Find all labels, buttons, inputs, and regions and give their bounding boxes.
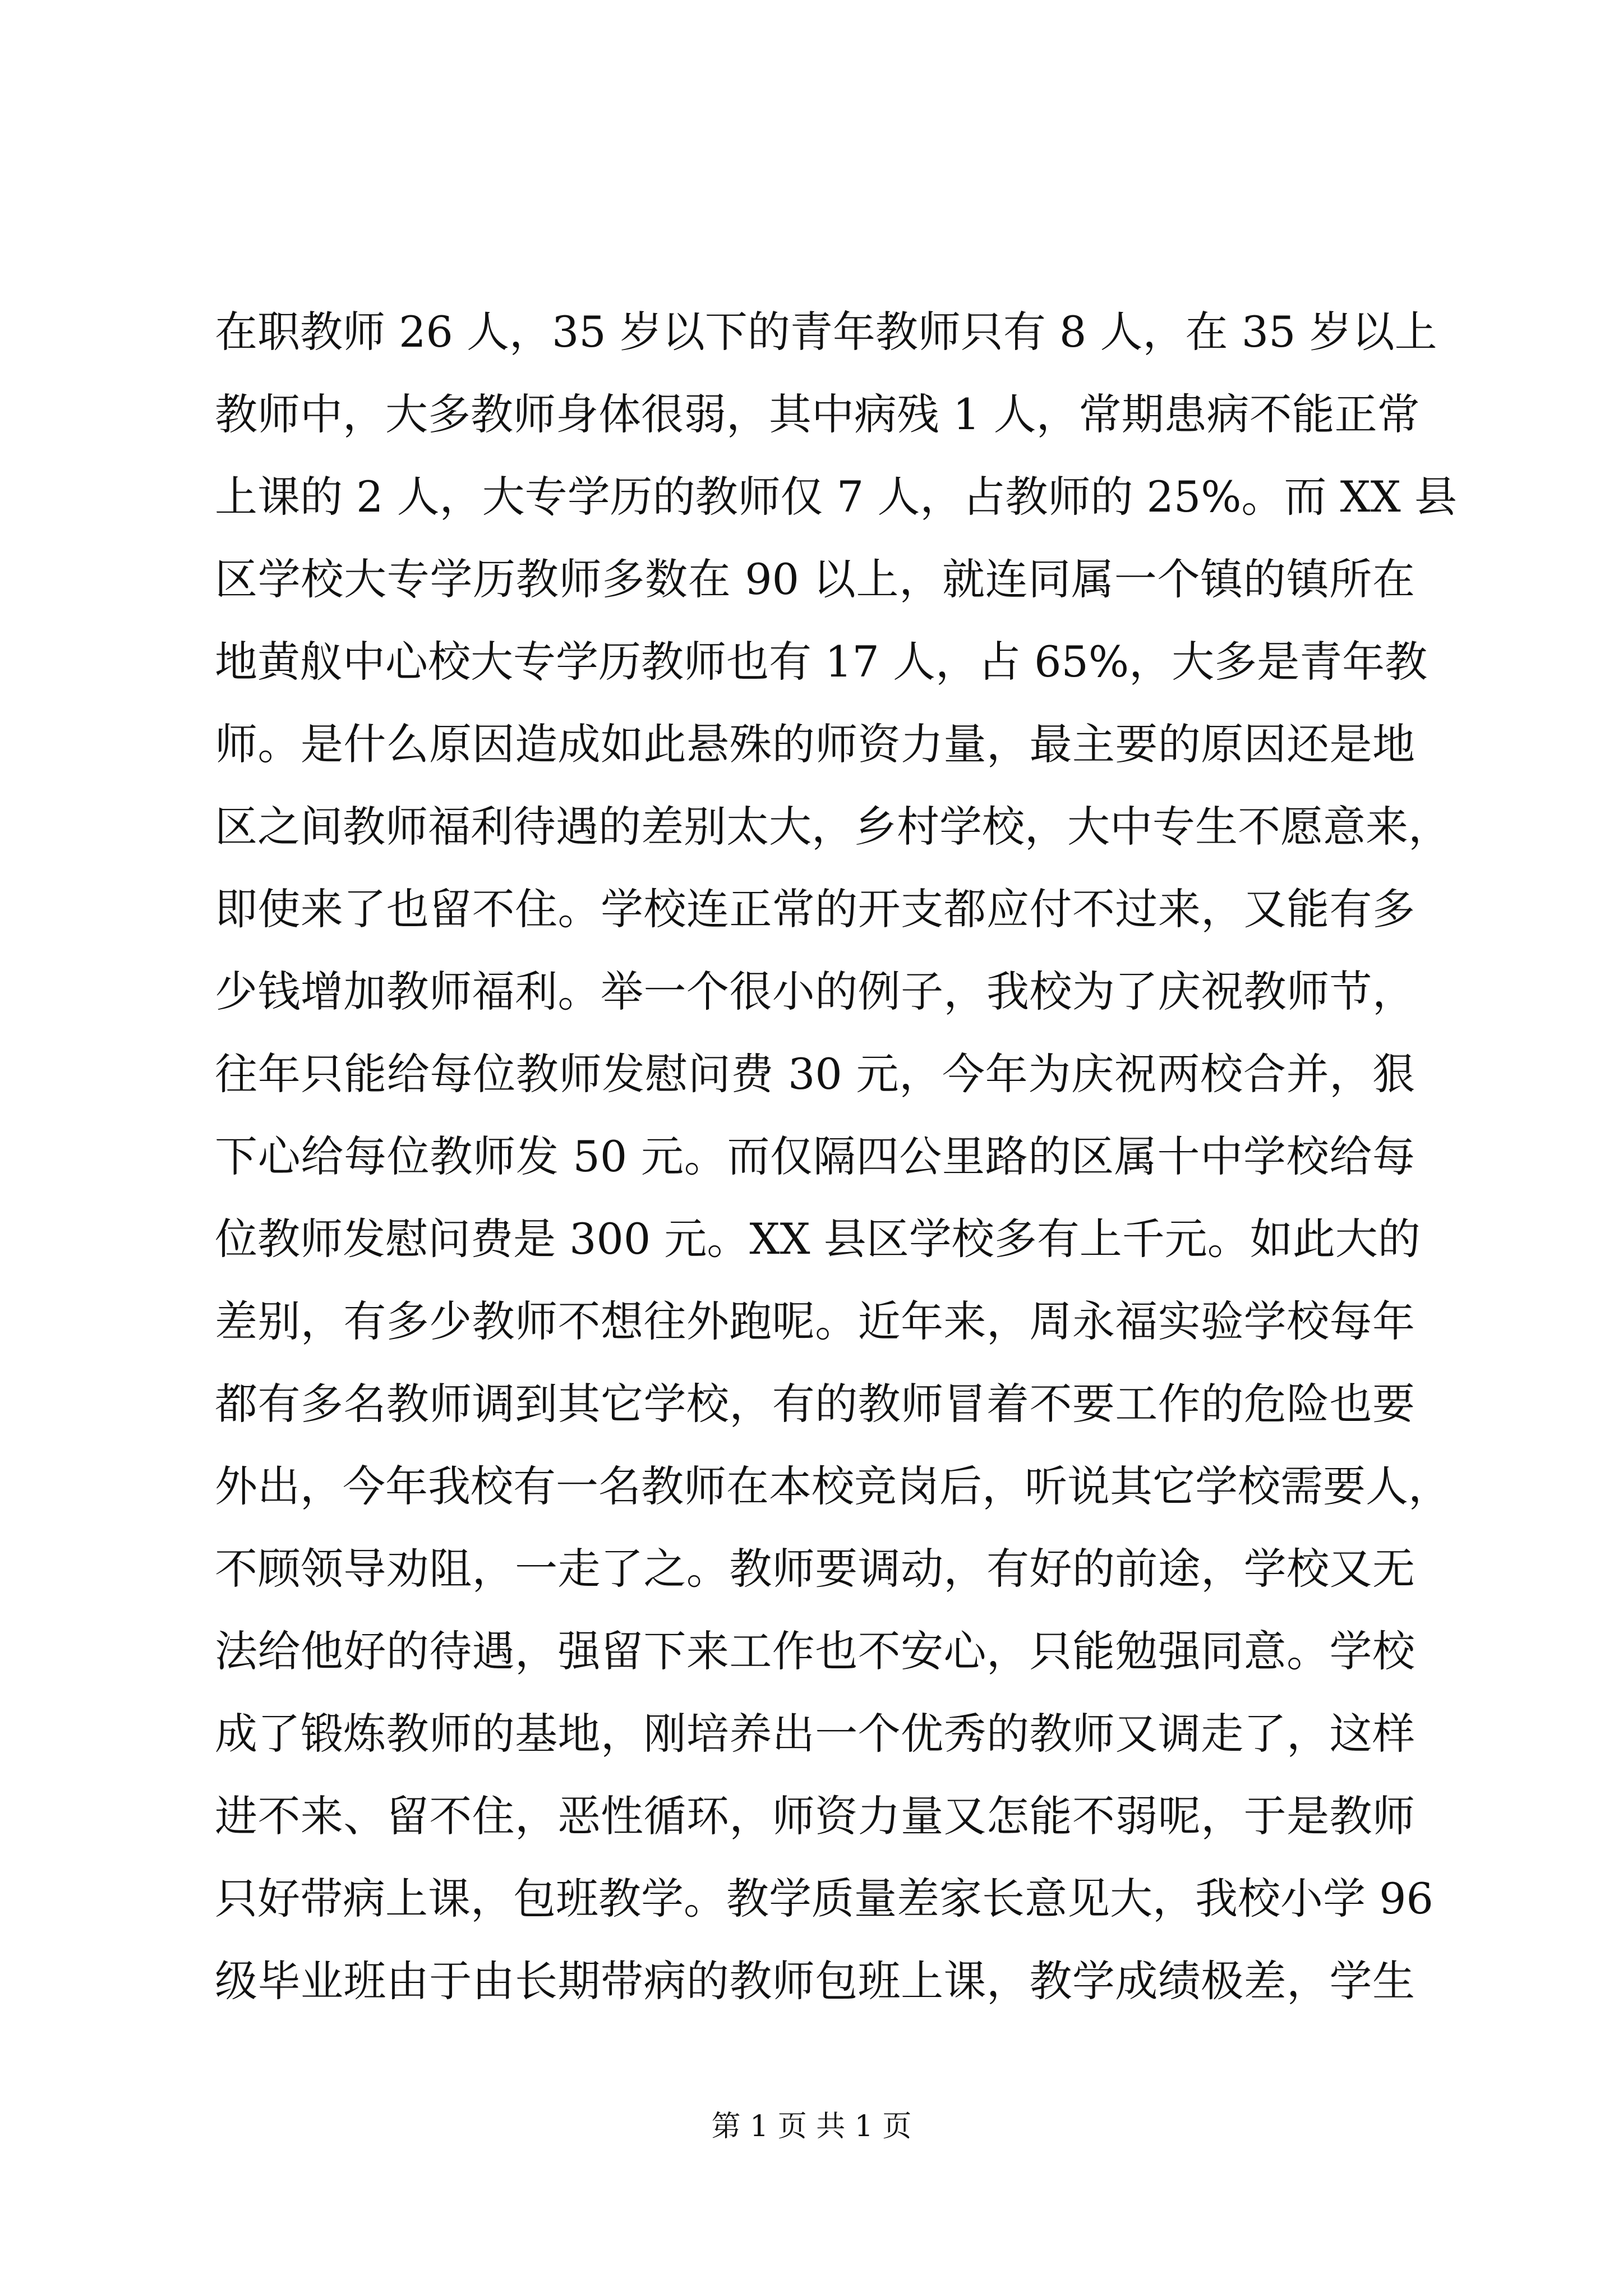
text-line-2: 教师中，大多教师身体很弱，其中病残 1 人，常期患病不能正常 — [215, 389, 1420, 439]
text-line-17: 法给他好的待遇，强留下来工作也不安心，只能勉强同意。学校 — [215, 1626, 1415, 1676]
text-line-21: 级毕业班由于由长期带病的教师包班上课，教学成绩极差，学生 — [215, 1956, 1415, 2006]
text-line-14: 都有多名教师调到其它学校，有的教师冒着不要工作的危险也要 — [215, 1379, 1415, 1429]
page-number-label: 第 1 页 共 1 页 — [711, 2110, 912, 2143]
text-line-4: 区学校大专学历教师多数在 90 以上，就连同属一个镇的镇所在 — [215, 554, 1415, 604]
text-line-11: 下心给每位教师发 50 元。而仅隔四公里路的区属十中学校给每 — [215, 1131, 1415, 1181]
body-text — [215, 291, 1457, 2022]
text-line-20: 只好带病上课，包班教学。教学质量差家长意见大，我校小学 96 — [215, 1874, 1433, 1924]
text-line-15: 外出，今年我校有一名教师在本校竞岗后，听说其它学校需要人， — [215, 1461, 1451, 1511]
text-line-19: 进不来、留不住，恶性循环，师资力量又怎能不弱呢，于是教师 — [215, 1791, 1415, 1841]
text-line-18: 成了锻炼教师的基地，刚培养出一个优秀的教师又调走了，这样 — [215, 1709, 1415, 1759]
text-line-1: 在职教师 26 人，35 岁以下的青年教师只有 8 人，在 35 岁以上 — [215, 307, 1437, 357]
text-line-12: 位教师发慰问费是 300 元。XX 县区学校多有上千元。如此大的 — [215, 1214, 1421, 1264]
text-line-5: 地黄舣中心校大专学历教师也有 17 人，占 65%，大多是青年教 — [215, 637, 1428, 687]
text-line-13: 差别，有多少教师不想往外跑呢。近年来，周永福实验学校每年 — [215, 1296, 1415, 1346]
text-line-7: 区之间教师福利待遇的差别太大，乡村学校，大中专生不愿意来， — [215, 802, 1451, 852]
text-line-16: 不顾领导劝阻，一走了之。教师要调动，有好的前途，学校又无 — [215, 1544, 1415, 1594]
text-line-10: 往年只能给每位教师发慰问费 30 元，今年为庆祝两校合并，狠 — [215, 1049, 1415, 1099]
page-footer — [0, 2107, 1623, 2146]
text-line-3: 上课的 2 人，大专学历的教师仅 7 人，占教师的 25%。而 XX 县 — [215, 472, 1457, 522]
text-line-6: 师。是什么原因造成如此悬殊的师资力量，最主要的原因还是地 — [215, 719, 1415, 769]
text-line-8: 即使来了也留不住。学校连正常的开支都应付不过来，又能有多 — [215, 884, 1415, 934]
text-line-9: 少钱增加教师福利。举一个很小的例子，我校为了庆祝教师节， — [215, 967, 1415, 1016]
